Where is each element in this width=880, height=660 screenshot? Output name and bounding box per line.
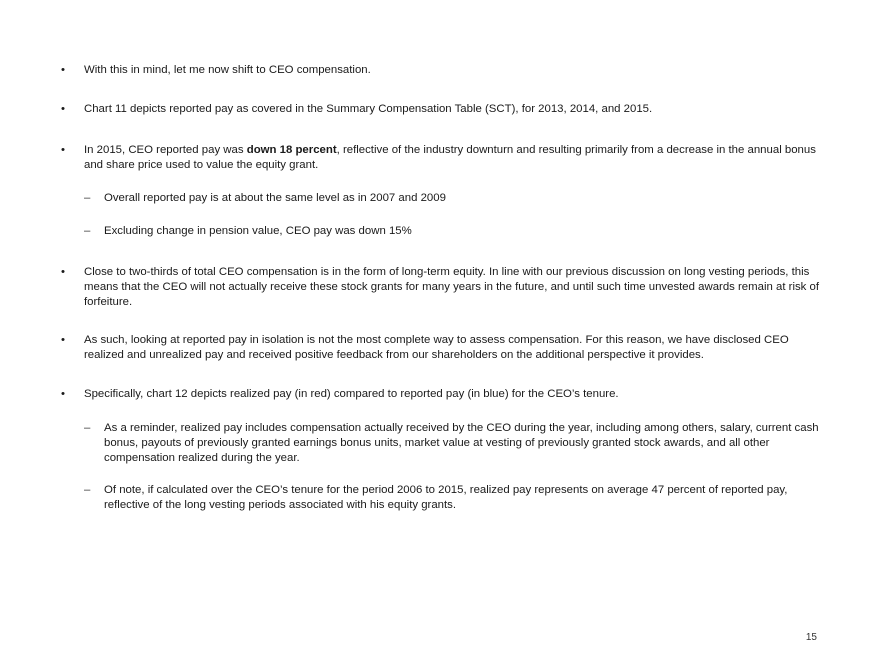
sub-bullet-47-percent: Of note, if calculated over the CEO’s tenure for the period 2006 to 2015, realized pay represents on average 47 percent of reported pay, reflective of the long vesting periods associated with his equity grants.: [104, 484, 788, 511]
bullet-realized-unrealized-pay: As such, looking at reported pay in isolation is not the most complete way to assess compensation. For this reason, we have disclosed CEO realized and unrealized pay and received positive feedback from our shareholders on the additional perspective it provides.: [84, 334, 789, 361]
bullet-marker: •: [61, 334, 65, 346]
bullet-chart-12: Specifically, chart 12 depicts realized pay (in red) compared to reported pay (in blue) for the CEO’s tenure.: [84, 388, 619, 400]
emphasis-down-18-percent: down 18 percent: [246, 144, 337, 156]
bullet-chart-11: Chart 11 depicts reported pay as covered in the Summary Compensation Table (SCT), for 2013, 2014, and 2015.: [84, 103, 653, 115]
bullet-marker: •: [61, 103, 65, 115]
bullet-marker: •: [61, 64, 65, 76]
sub-bullet-realized-pay-definition: As a reminder, realized pay includes compensation actually received by the CEO during the year, including among others, salary, current cash bonus, payouts of previously granted earnings bonus units, market value at vesting of previously granted stock awards, and all other compensation realized during the year.: [104, 422, 819, 464]
dash-marker: –: [84, 225, 91, 237]
bullet-2015-reported-pay: [84, 143, 824, 173]
bullet-marker: •: [61, 266, 65, 278]
dash-marker: –: [84, 192, 91, 204]
sub-bullet-overall-reported-pay: Overall reported pay is at about the same level as in 2007 and 2009: [104, 192, 446, 204]
bullet-marker: •: [61, 144, 65, 156]
text-run: , reflective of the industry downturn and resulting primarily from a decrease in the annual bonus and share price used to value the equity grant.: [84, 144, 816, 171]
bullet-long-term-equity: Close to two-thirds of total CEO compensation is in the form of long-term equity. In line with our previous discussion on long vesting periods, this means that the CEO will not actually receive these stock grants for many years in the future, and until such time unvested awards remain at risk of forfeiture.: [84, 266, 820, 308]
sub-bullet-excluding-pension: Excluding change in pension value, CEO pay was down 15%: [104, 225, 412, 237]
page-number: 15: [805, 632, 817, 643]
dash-marker: –: [84, 422, 91, 434]
dash-marker: –: [84, 484, 91, 496]
bullet-marker: •: [61, 388, 65, 400]
bullet-shift-to-ceo-compensation: With this in mind, let me now shift to CEO compensation.: [84, 64, 371, 76]
text-run: In 2015, CEO reported pay was: [84, 144, 247, 156]
